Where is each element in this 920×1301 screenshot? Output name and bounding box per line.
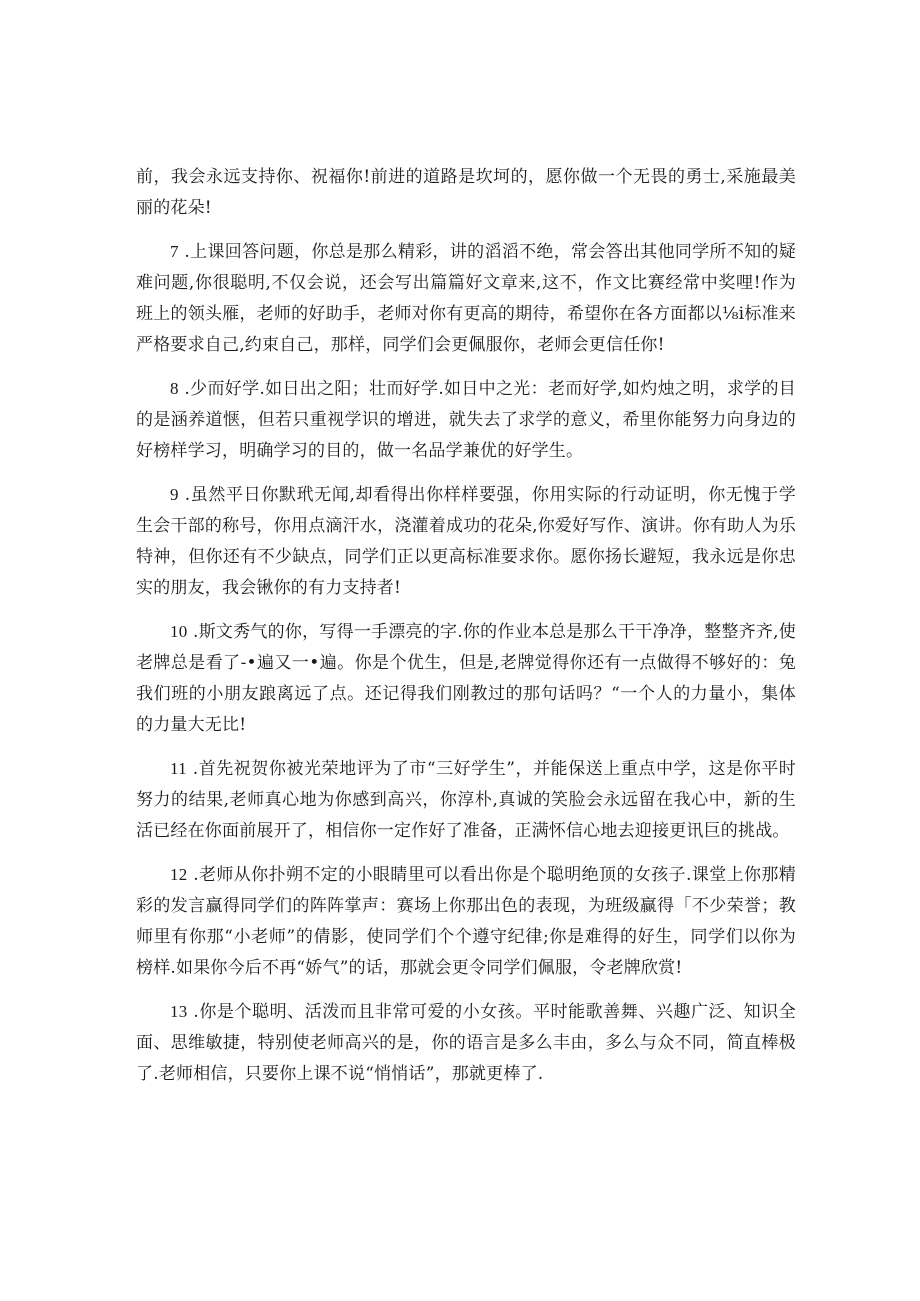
paragraph-text: .斯文秀气的你，写得一手漂亮的字.你的作业本总是那么干干净净，整整齐齐,使老牌总是看了-•遍又一•遍。你是个优生，但是,老牌觉得你还有一点做得不够好的：兔我们班的小朋友踉离远了点。还记得我们刚教过的那句话吗？“一个人的力量小，集体的力量大无比!: [136, 622, 796, 735]
paragraph-continuation: [136, 162, 796, 224]
paragraph-9: [136, 479, 796, 604]
paragraph-13: [136, 996, 796, 1090]
paragraph-10: [136, 616, 796, 741]
paragraph-7: [136, 236, 796, 361]
paragraph-number: 7: [170, 242, 179, 261]
paragraph-8: [136, 373, 796, 467]
paragraph-text: .老师从你扑朔不定的小眼睛里可以看出你是个聪明绝顶的女孩子.课堂上你那精彩的发言赢得同学们的阵阵掌声：赛场上你那出色的表现，为班级赢得「不少荣誉；教师里有你那“小老师”的倩影，使同学们个个遵守纪律;你是难得的好生，同学们以你为榜样.如果你今后不再“娇气”的话，那就会更令同学们佩服，令老牌欣赏!: [136, 865, 796, 978]
paragraph-text: .你是个聪明、活泼而且非常可爱的小女孩。平时能歌善舞、兴趣广泛、知识全面、思维敏捷，特别使老师高兴的是，你的语言是多么丰由，多么与众不同，简直棒极了.老师相信，只要你上课不说“悄悄话”，那就更棒了.: [136, 1002, 796, 1084]
document-body: [136, 162, 796, 1102]
paragraph-text: 前，我会永远支持你、祝福你!前进的道路是坎坷的，愿你做一个无畏的勇士,采施最美丽的花朵!: [136, 167, 796, 218]
paragraph-number: 11: [170, 759, 187, 778]
paragraph-11: [136, 753, 796, 847]
paragraph-text: .上课回答问题，你总是那么精彩，讲的滔滔不绝，常会答出其他同学所不知的疑难问题,你很聪明,不仅会说，还会写出篇篇好文章来,这不，作文比赛经常中奖哩!作为班上的领头雁，老师的好助手，老师对你有更高的期待，希望你在各方面都以⅛i标准来严格要求自己,约束自己，那样，同学们会更佩服你，老师会更信任你!: [136, 242, 796, 355]
paragraph-text: .虽然平日你默玳无闻,却看得出你样样要强，你用实际的行动证明，你无愧于学生会干部的称号，你用点滴汗水，浇灌着成功的花朵,你爱好写作、演讲。你有助人为乐特神，但你还有不少缺点，同学们正以更高标准要求你。愿你扬长避短，我永远是你忠实的朋友，我会锹你的有力支持者!: [136, 485, 796, 598]
paragraph-12: [136, 859, 796, 984]
paragraph-number: 10: [170, 622, 188, 641]
paragraph-number: 12: [170, 865, 188, 884]
paragraph-text: .少而好学.如日出之阳；壮而好学.如日中之光：老而好学,如灼烛之明，求学的目的是涵养道惬，但若只重视学识的增进，就失去了求学的意义，希里你能努力向身边的好榜样学习，明确学习的目的，做一名品学兼优的好学生。: [136, 379, 796, 461]
paragraph-text: .首先祝贺你被光荣地评为了市“三好学生”，并能保送上重点中学，这是你平时努力的结果,老师真心地为你感到高兴，你淳朴,真诚的笑脸会永远留在我心中，新的生活已经在你面前展开了，相信你一定作好了准备，正满怀信心地去迎接更讯巨的挑战。: [136, 759, 796, 841]
paragraph-number: 9: [170, 485, 179, 504]
paragraph-number: 13: [170, 1002, 188, 1021]
paragraph-number: 8: [170, 379, 179, 398]
